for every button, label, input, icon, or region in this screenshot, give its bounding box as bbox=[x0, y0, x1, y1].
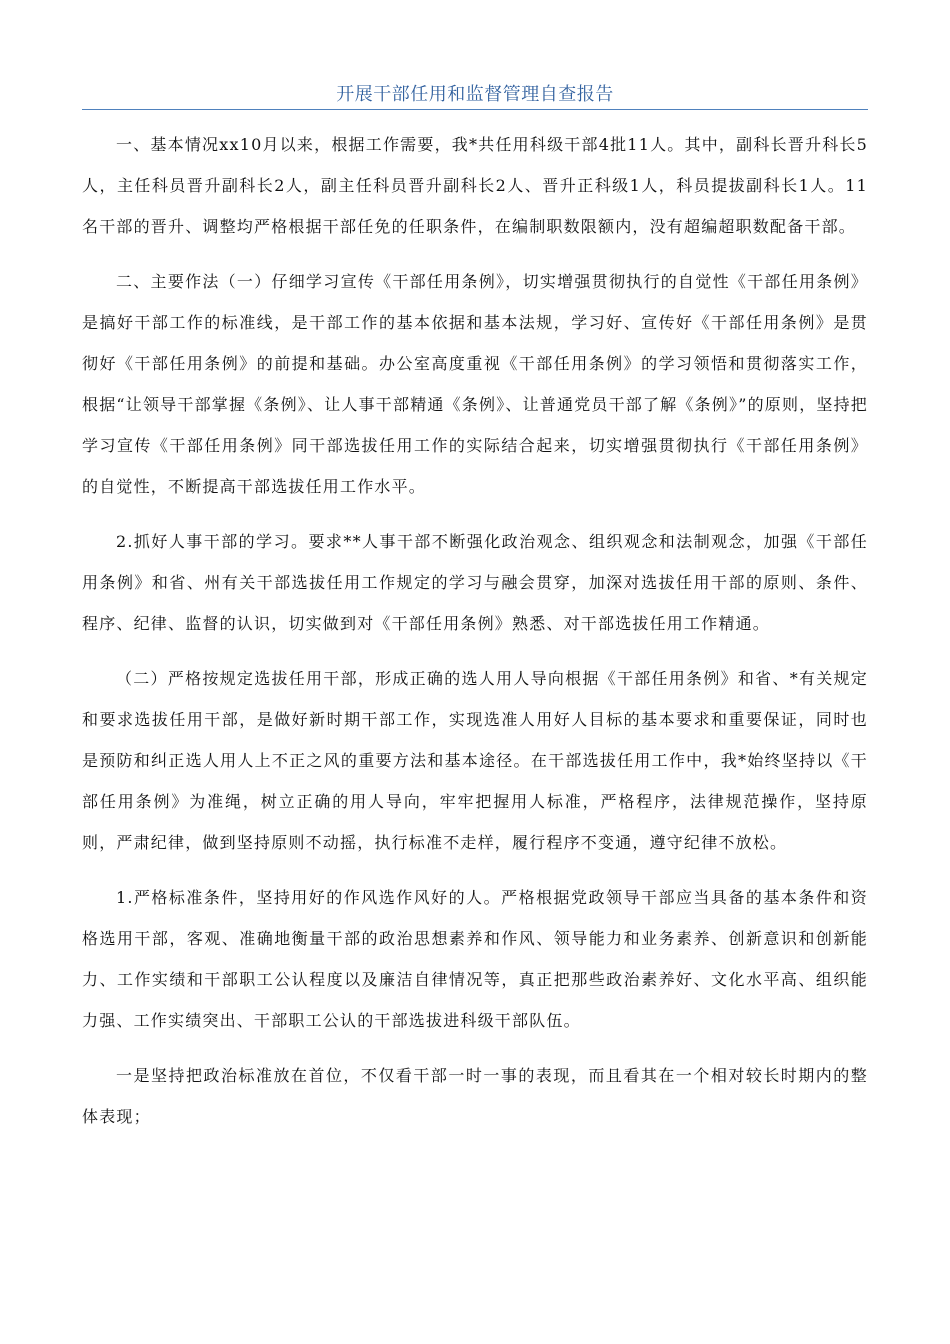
document-title: 开展干部任用和监督管理自查报告 bbox=[336, 84, 614, 105]
document-body bbox=[82, 124, 868, 1147]
paragraph-strict-selection: （二）严格按规定选拔任用干部，形成正确的选人用人导向根据《干部任用条例》和省、*有关规定和要求选拔任用干部，是做好新时期干部工作，实现选准人用好人目标的基本要求和重要保证，同时也是预防和纠正选人用人上不正之风的重要方法和基本途径。在干部选拔任用工作中，我*始终坚持以《干部任用条例》为准绳，树立正确的用人导向，牢牢把握用人标准，严格程序，法律规范操作，坚持原则，严肃纪律，做到坚持原则不动摇，执行标准不走样，履行程序不变通，遵守纪律不放松。 bbox=[82, 669, 868, 852]
paragraph-political-standard: 一是坚持把政治标准放在首位，不仅看干部一时一事的表现，而且看其在一个相对较长时期内的整体表现； bbox=[82, 1066, 868, 1126]
paragraph-personnel-study: 2.抓好人事干部的学习。要求**人事干部不断强化政治观念、组织观念和法制观念，加强《干部任用条例》和省、州有关干部选拔任用工作规定的学习与融会贯穿，加深对选拔任用干部的原则、条件、程序、纪律、监督的认识，切实做到对《干部任用条例》熟悉、对干部选拔任用工作精通。 bbox=[82, 532, 868, 633]
paragraph-strict-standards: 1.严格标准条件，坚持用好的作风选作风好的人。严格根据党政领导干部应当具备的基本条件和资格选用干部，客观、准确地衡量干部的政治思想素养和作风、领导能力和业务素养、创新意识和创新能力、工作实绩和干部职工公认程度以及廉洁自律情况等，真正把那些政治素养好、文化水平高、组织能力强、工作实绩突出、干部职工公认的干部选拔进科级干部队伍。 bbox=[82, 888, 868, 1030]
paragraph-main-practices: 二、主要作法（一）仔细学习宣传《干部任用条例》，切实增强贯彻执行的自觉性《干部任用条例》是搞好干部工作的标准线，是干部工作的基本依据和基本法规，学习好、宣传好《干部任用条例》是贯彻好《干部任用条例》的前提和基础。办公室高度重视《干部任用条例》的学习领悟和贯彻落实工作，根据“让领导干部掌握《条例》、让人事干部精通《条例》、让普通党员干部了解《条例》”的原则，坚持把学习宣传《干部任用条例》同干部选拔任用工作的实际结合起来，切实增强贯彻执行《干部任用条例》的自觉性，不断提高干部选拔任用工作水平。 bbox=[82, 272, 868, 496]
title-underline bbox=[82, 109, 868, 110]
paragraph-basic-situation: 一、基本情况xx10月以来，根据工作需要，我*共任用科级干部4批11人。其中，副科长晋升科长5人，主任科员晋升副科长2人，副主任科员晋升副科长2人、晋升正科级1人，科员提拔副科长1人。11名干部的晋升、调整均严格根据干部任免的任职条件，在编制职数限额内，没有超编超职数配备干部。 bbox=[82, 135, 868, 236]
